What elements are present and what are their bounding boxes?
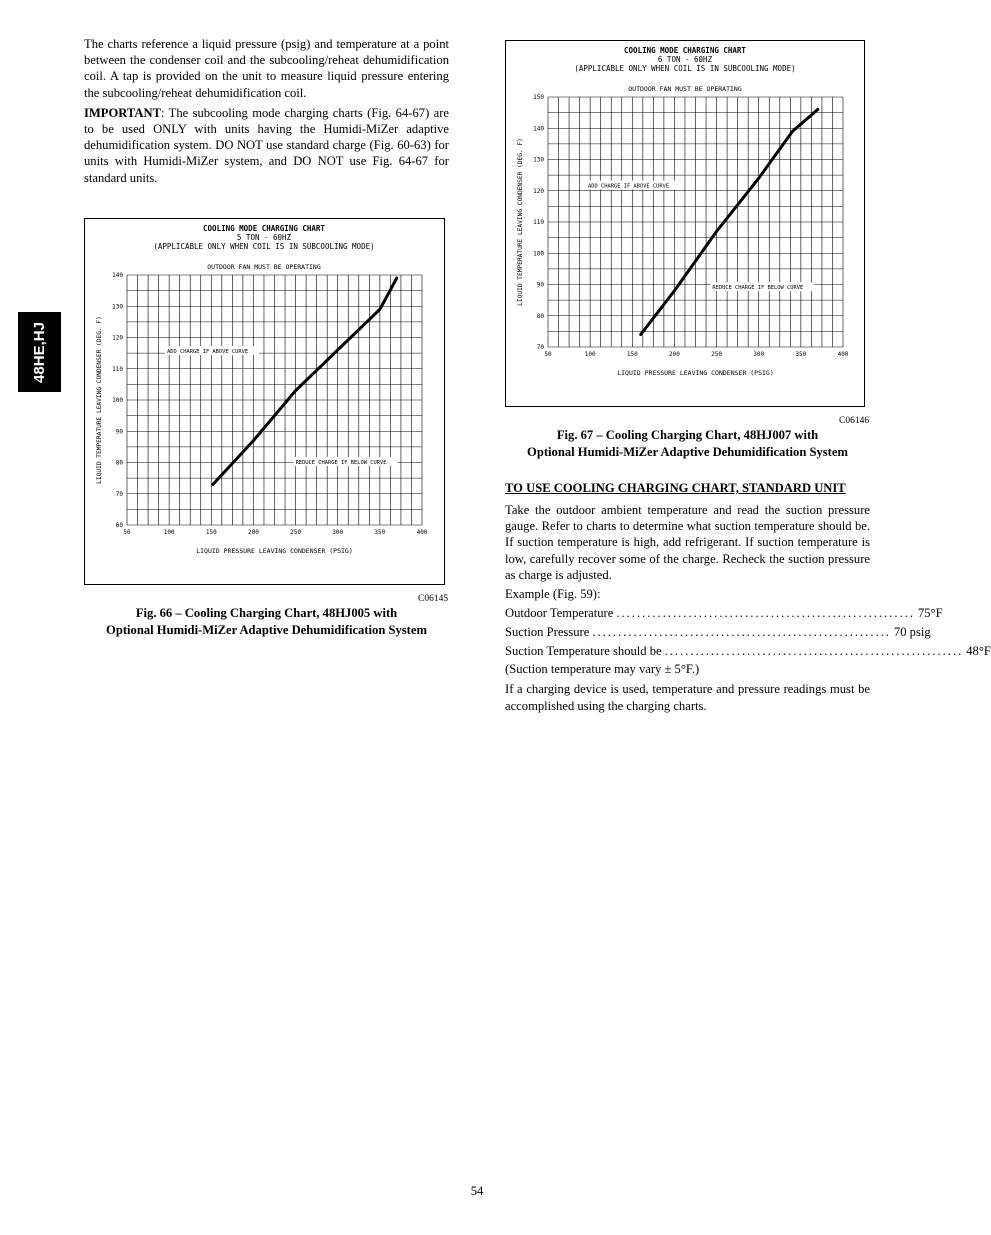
y-tick-label: 80 <box>536 312 544 320</box>
important-paragraph <box>84 105 449 186</box>
y-axis-label: LIQUID TEMPERATURE LEAVING CONDENSER (DEG. F) <box>96 316 103 484</box>
chart-note-fan: OUTDOOR FAN MUST BE OPERATING <box>628 85 742 93</box>
figure-66-chart <box>84 218 445 585</box>
x-tick-label: 150 <box>205 529 217 536</box>
charging-device-paragraph: If a charging device is used, temperature and pressure readings must be accomplished using the charging charts. <box>505 682 870 713</box>
x-tick-label: 300 <box>332 529 344 536</box>
x-tick-label: 150 <box>626 351 638 358</box>
x-axis-label: LIQUID PRESSURE LEAVING CONDENSER (PSIG) <box>196 547 353 555</box>
y-tick-label: 80 <box>115 459 123 467</box>
figure-66-caption-line1: Fig. 66 – Cooling Charging Chart, 48HJ005 with <box>135 606 398 620</box>
curve-point <box>396 277 398 279</box>
chart-subtitle: 5 TON - 60HZ <box>236 233 292 242</box>
example-row-value: 75°F <box>917 606 943 621</box>
vary-note: (Suction temperature may vary ± 5°F.) <box>505 662 700 677</box>
side-tab-label: 48HE,HJ <box>31 321 48 383</box>
curve-point <box>294 389 296 391</box>
dot-leader: .......................................................... <box>616 606 915 621</box>
section-heading: TO USE COOLING CHARGING CHART, STANDARD UNIT <box>505 481 846 495</box>
procedure-paragraph: Take the outdoor ambient temperature and read the suction pressure gauge. Refer to charts to determine what suction temperature should be. If suction temperature is high, add refrigerant. If suction temperature is low, carefully recover some of the charge. Recheck the suction pressure as charge is adjusted. <box>505 503 870 582</box>
y-tick-label: 120 <box>112 334 123 342</box>
figure-67-caption-line2: Optional Humidi-MiZer Adaptive Dehumidification System <box>527 445 848 459</box>
chart-svg <box>506 41 864 405</box>
example-row-label: Outdoor Temperature <box>505 606 614 621</box>
curve-point <box>715 230 717 232</box>
y-axis-label: LIQUID TEMPERATURE LEAVING CONDENSER (DEG. F) <box>517 138 524 306</box>
page-number: 54 <box>470 1184 484 1198</box>
intro-paragraph: The charts reference a liquid pressure (psig) and temperature at a point between the condenser coil and the subcooling/reheat dehumidification coil. A tap is provided on the unit to measure liquid pressure entering the subcooling/reheat dehumidification coil. <box>84 37 449 100</box>
example-row <box>505 642 991 661</box>
y-tick-label: 110 <box>112 365 123 373</box>
y-tick-label: 100 <box>112 397 123 404</box>
x-tick-label: 100 <box>163 529 175 536</box>
x-tick-label: 400 <box>416 529 428 536</box>
x-tick-label: 250 <box>290 529 301 536</box>
curve-point <box>252 439 254 441</box>
figure-67-code: C06146 <box>839 416 870 426</box>
curve-point <box>379 308 381 310</box>
curve-point <box>791 130 793 132</box>
y-tick-label: 150 <box>533 94 544 101</box>
y-tick-label: 70 <box>115 490 123 498</box>
curve-point <box>758 177 760 179</box>
example-row-value: 48°F <box>966 644 991 659</box>
y-tick-label: 120 <box>533 187 544 195</box>
left-column <box>84 36 449 186</box>
x-tick-label: 350 <box>795 351 807 358</box>
x-tick-label: 100 <box>584 351 596 358</box>
chart-note-fan: OUTDOOR FAN MUST BE OPERATING <box>207 263 321 271</box>
x-axis-label: LIQUID PRESSURE LEAVING CONDENSER (PSIG) <box>617 369 774 377</box>
y-tick-label: 100 <box>533 250 544 258</box>
curve-point <box>337 349 339 351</box>
y-tick-label: 140 <box>112 272 123 279</box>
y-tick-label: 70 <box>536 344 544 351</box>
x-tick-label: 200 <box>248 529 259 536</box>
example-row <box>505 604 943 623</box>
dot-leader: .......................................................... <box>664 644 964 659</box>
annotation-add-charge: ADD CHARGE IF ABOVE CURVE <box>588 183 670 190</box>
y-tick-label: 130 <box>533 156 544 164</box>
figure-67-caption-line1: Fig. 67 – Cooling Charging Chart, 48HJ007 with <box>556 428 819 442</box>
example-row-value: 70 psig <box>893 625 931 640</box>
curve-point <box>640 333 642 335</box>
x-tick-label: 300 <box>753 351 765 358</box>
y-tick-label: 110 <box>533 219 544 226</box>
x-tick-label: 350 <box>374 529 386 536</box>
curve-point <box>212 483 214 485</box>
important-text: : The subcooling mode charging charts (Fig. 64-67) are to be used ONLY with units having the Humidi-MiZer adaptive dehumidification system. DO NOT use standard charge (Fig. 60-63) for units with Humidi-MiZer system, and DO NOT use Fig. 64-67 for standard units. <box>84 105 449 185</box>
chart-subtitle-applicability: (APPLICABLE ONLY WHEN COIL IS IN SUBCOOLING MODE) <box>153 242 375 251</box>
example-row-label: Suction Temperature should be <box>505 644 662 659</box>
x-tick-label: 400 <box>837 351 849 358</box>
annotation-add-charge: ADD CHARGE IF ABOVE CURVE <box>167 349 249 356</box>
curve-point <box>673 290 675 292</box>
annotation-reduce-charge: REDUCE CHARGE IF BELOW CURVE <box>295 460 387 467</box>
example-table <box>505 604 991 661</box>
chart-subtitle: 6 TON - 60HZ <box>657 55 713 64</box>
chart-subtitle-applicability: (APPLICABLE ONLY WHEN COIL IS IN SUBCOOLING MODE) <box>574 64 796 73</box>
example-label: Example (Fig. 59): <box>505 587 601 602</box>
y-tick-label: 60 <box>115 522 123 529</box>
x-tick-label: 250 <box>711 351 722 358</box>
figure-66-caption <box>84 605 449 639</box>
curve-point <box>817 108 819 110</box>
figure-67-chart <box>505 40 865 407</box>
figure-66-caption-line2: Optional Humidi-MiZer Adaptive Dehumidification System <box>106 623 427 637</box>
y-tick-label: 90 <box>536 281 544 289</box>
figure-67-caption <box>505 427 870 461</box>
chart-title: COOLING MODE CHARGING CHART <box>624 46 746 55</box>
example-row-label: Suction Pressure <box>505 625 590 640</box>
x-tick-label: 50 <box>123 529 131 536</box>
section-side-tab <box>18 312 61 392</box>
figure-66-code: C06145 <box>418 594 449 604</box>
x-tick-label: 200 <box>669 351 680 358</box>
annotation-reduce-charge: REDUCE CHARGE IF BELOW CURVE <box>712 285 804 292</box>
y-tick-label: 130 <box>112 303 123 311</box>
y-tick-label: 140 <box>533 125 544 133</box>
example-row <box>505 623 931 642</box>
y-tick-label: 90 <box>115 428 123 436</box>
important-label: IMPORTANT <box>84 105 161 120</box>
x-tick-label: 50 <box>544 351 552 358</box>
chart-svg <box>85 219 443 583</box>
chart-title: COOLING MODE CHARGING CHART <box>203 224 325 233</box>
right-column <box>505 480 991 714</box>
dot-leader: .......................................................... <box>592 625 891 640</box>
